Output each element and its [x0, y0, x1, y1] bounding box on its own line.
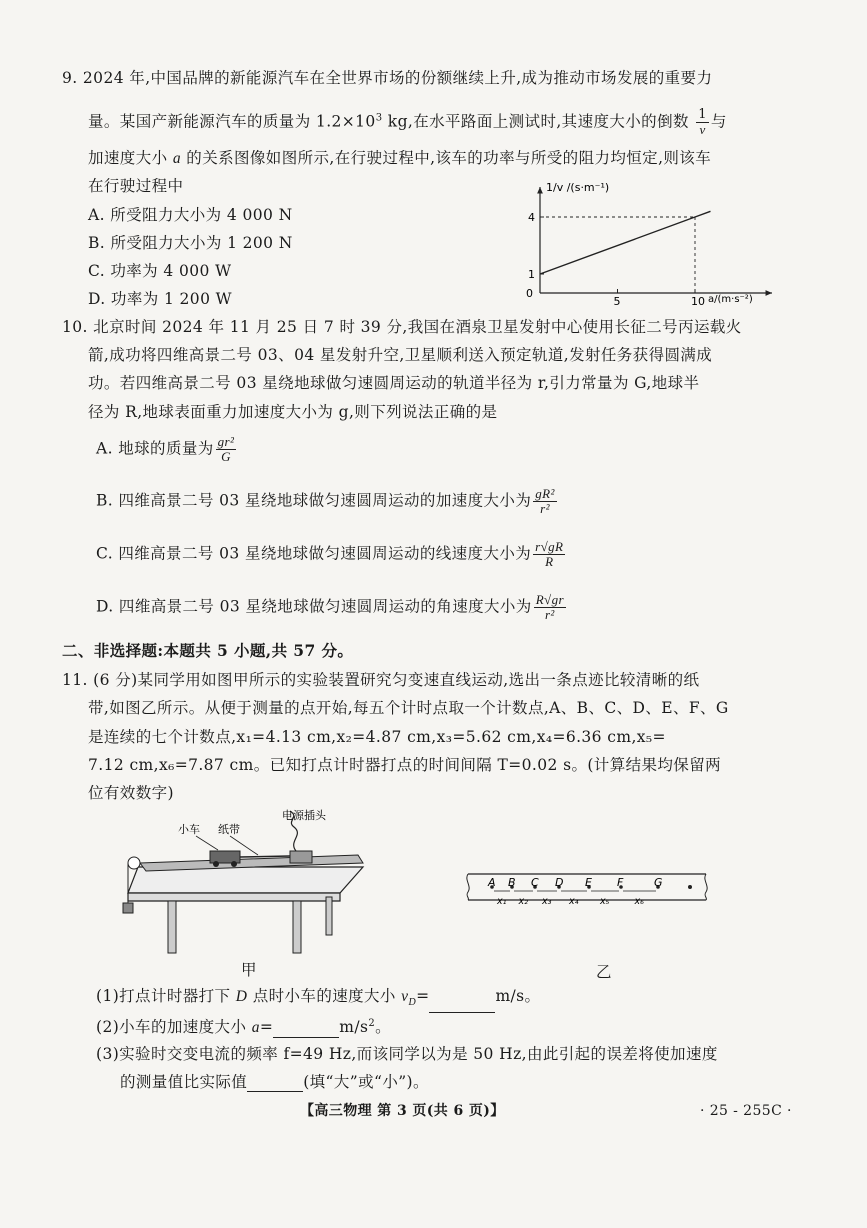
q9-option-c: C. 功率为 4 000 W	[88, 262, 232, 280]
hanging-weight	[123, 903, 133, 913]
answer-blank-2[interactable]	[273, 1021, 339, 1038]
table-edge	[128, 893, 340, 901]
tape-point-label: F	[617, 876, 624, 889]
q9-option-a: A. 所受阻力大小为 4 000 N	[88, 206, 293, 224]
q11-sub2: (2)小车的加速度大小 $a= m/s^2$。	[96, 1018, 391, 1037]
q11-line5: 位有效数字)	[88, 784, 174, 802]
figure-jia	[118, 805, 373, 965]
q11-line1: 11. (6 分)某同学用如图甲所示的实验装置研究匀变速直线运动,选出一条点迹比较清晰的纸	[62, 671, 700, 689]
table-leg	[168, 901, 176, 953]
tape-point-label: B	[508, 876, 516, 889]
x-axis-label: a/(m·s⁻²)	[708, 294, 753, 305]
tape-point-label: C	[531, 876, 539, 889]
q10-option-a: A. 地球的质量为 $\frac{\text{gr²}}{G}$	[96, 434, 235, 464]
q9-line1: 9. 2024 年,中国品牌的新能源汽车在全世界市场的份额继续上升,成为推动市场发展的重要力	[62, 69, 713, 87]
q10-option-d: D. 四维高景二号 03 星绕地球做匀速圆周运动的角速度大小为 $\frac{R√gr}{\text{r²}}$	[96, 592, 564, 622]
q10-line3: 功。若四维高景二号 03 星绕地球做匀速圆周运动的轨道半径为 r,引力常量为 G,地球半	[88, 374, 700, 392]
answer-blank-3[interactable]	[247, 1075, 303, 1092]
q11-line3: 是连续的七个计数点,x₁=4.13 cm,x₂=4.87 cm,x₃=5.62 cm,x₄=6.36 cm,x₅=	[88, 728, 666, 746]
segment-label: x₄	[569, 896, 579, 907]
segment-label: x₅	[600, 896, 610, 907]
answer-blank-1[interactable]	[429, 996, 495, 1013]
q9-chart	[510, 175, 780, 310]
q11-sub3-line1: (3)实验时交变电流的频率 f=49 Hz,而该同学以为是 50 Hz,由此引起的误差将使加速度	[96, 1045, 718, 1063]
timer	[290, 851, 312, 863]
q9-option-d: D. 功率为 1 200 W	[88, 290, 232, 308]
y-tick-label: 4	[528, 211, 535, 224]
section-2-heading: 二、非选择题:本题共 5 小题,共 57 分。	[62, 641, 354, 660]
figure-yi-caption: 乙	[596, 963, 612, 981]
label-cart: 小车	[178, 823, 200, 836]
q9-option-b: B. 所受阻力大小为 1 200 N	[88, 234, 293, 252]
q9-line3: 加速度大小 a 的关系图像如图所示,在行驶过程中,该车的功率与所受的阻力均恒定,则该车	[88, 149, 712, 167]
q9-fraction: $\frac{1}{v}$	[698, 107, 707, 137]
q10-line1: 10. 北京时间 2024 年 11 月 25 日 7 时 39 分,我国在酒泉卫星发射中心使用长征二号丙运载火	[62, 318, 742, 336]
segment-label: x₆	[634, 896, 644, 907]
y-axis-label: 1/v /(s·m⁻¹)	[546, 181, 610, 194]
q10-option-b: B. 四维高景二号 03 星绕地球做匀速圆周运动的加速度大小为 $\frac{\text{gR²}}{\text{r²}}$	[96, 486, 555, 516]
x-tick-label: 10	[691, 295, 705, 308]
table-top	[128, 867, 363, 893]
table-leg	[293, 901, 301, 953]
y-tick-label: 1	[528, 268, 535, 281]
tape-point-label: A	[488, 876, 496, 889]
paper-tape	[240, 856, 290, 857]
q10-option-c: C. 四维高景二号 03 星绕地球做匀速圆周运动的线速度大小为 $\frac{r√gR}{R}$	[96, 539, 564, 569]
cart-wheel	[231, 861, 237, 867]
series-line	[540, 211, 711, 274]
segment-label: x₂	[518, 896, 528, 907]
q10-line4: 径为 R,地球表面重力加速度大小为 g,则下列说法正确的是	[88, 403, 498, 421]
origin-label: 0	[526, 287, 533, 300]
cart	[210, 851, 240, 863]
q11-line2: 带,如图乙所示。从便于测量的点开始,每五个计时点取一个计数点,A、B、C、D、E、F、G	[88, 699, 729, 717]
q11-line4: 7.12 cm,x₆=7.87 cm。已知打点计时器打点的时间间隔 T=0.02 s。(计算结果均保留两	[88, 756, 721, 774]
pulley	[128, 857, 140, 869]
segment-label: x₁	[497, 896, 507, 907]
figure-jia-caption: 甲	[241, 961, 257, 979]
q10-line2: 箭,成功将四维高景二号 03、04 星发射升空,卫星顺利送入预定轨道,发射任务获得圆满成	[88, 346, 713, 364]
x-tick-label: 5	[613, 295, 621, 308]
q9-line4: 在行驶过程中	[88, 177, 184, 195]
q11-sub1: (1)打点计时器打下 D 点时小车的速度大小 $v_D= m/s$。	[96, 986, 540, 1013]
tape-point-label: G	[654, 876, 663, 889]
tape-point-label: E	[585, 876, 592, 889]
segment-label: x₃	[542, 896, 552, 907]
q9-line2: 量。某国产新能源汽车的质量为 $1.2\times 10^3$ kg,在水平路面上测试时,其速度大小的倒数 $\frac{1}{v}$ 与	[88, 107, 727, 137]
figure-yi	[462, 866, 712, 918]
tape-point-label: D	[555, 876, 564, 889]
footer-code: · 25 - 255C ·	[700, 1103, 792, 1119]
label-tape: 纸带	[218, 823, 240, 836]
q11-sub3-line2: 的测量值比实际值 (填“大”或“小”)。	[120, 1073, 429, 1091]
footer-page-info: 【高三物理 第 3 页(共 6 页)】	[300, 1103, 505, 1119]
label-plug: 电源插头	[282, 809, 326, 822]
table-leg	[326, 897, 332, 935]
cart-wheel	[213, 861, 219, 867]
